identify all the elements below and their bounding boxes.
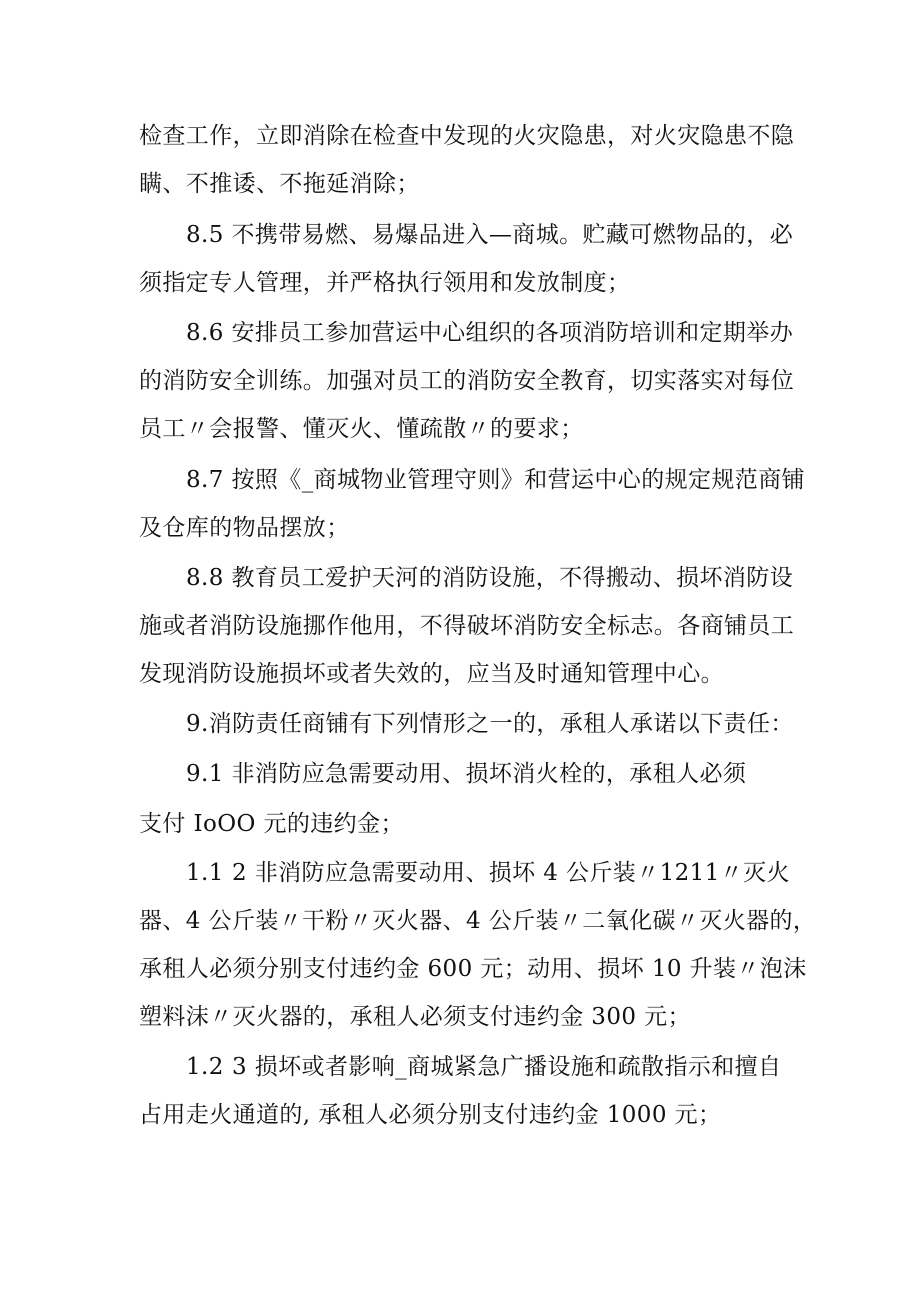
paragraph-line: 施或者消防设施挪作他用，不得破坏消防安全标志。各商铺员工	[139, 613, 795, 639]
clause-8-7-line: 8.7 按照《_商城物业管理守则》和营运中心的规定规范商铺	[186, 467, 805, 493]
clause-8-6-line: 8.6 安排员工参加营运中心组织的各项消防培训和定期举办	[186, 320, 794, 346]
paragraph-line: 须指定专人管理，并严格执行领用和发放制度；	[139, 270, 631, 296]
clause-number: 1.1	[186, 860, 224, 886]
paragraph-line: 员工〃会报警、懂灭火、懂疏散〃的要求；	[139, 416, 584, 442]
clause-number: 1.2	[186, 1054, 224, 1080]
clause-text: 3 损坏或者影响_商城紧急广播设施和疏散指示和擅自	[232, 1054, 782, 1080]
paragraph-line: 发现消防设施损坏或者失效的，应当及时通知管理中心。	[139, 661, 724, 687]
clause-8-5-line: 8.5 不携带易燃、易爆品进入—商城。贮藏可燃物品的，必	[186, 222, 794, 248]
paragraph-line: 的消防安全训练。加强对员工的消防安全教育，切实落实对每位	[139, 368, 795, 394]
paragraph-line: 瞒、不推诿、不拖延消除；	[139, 171, 420, 197]
clause-text: 2 非消防应急需要动用、损坏 4 公斤装〃1211〃灭火	[232, 860, 790, 886]
paragraph-line: 塑料沫〃灭火器的，承租人必须支付违约金 300 元；	[139, 1004, 691, 1030]
clause-9-line: 9.消防责任商铺有下列情形之一的，承租人承诺以下责任：	[186, 711, 794, 737]
paragraph-line: 支付 IoOO 元的违约金；	[139, 811, 404, 837]
paragraph-line: 承租人必须分别支付违约金 600 元；动用、损坏 10 升装〃泡沫	[139, 956, 807, 982]
clause-1-1-line	[186, 858, 790, 888]
paragraph-line: 检查工作，立即消除在检查中发现的火灾隐患，对火灾隐患不隐	[139, 123, 795, 149]
clause-1-2-line	[186, 1052, 781, 1082]
paragraph-line: 器、4 公斤装〃干粉〃灭火器、4 公斤装〃二氧化碳〃灭火器的，	[139, 908, 817, 934]
paragraph-line: 占用走火通道的, 承租人必须分别支付违约金 1000 元；	[139, 1102, 722, 1128]
clause-8-8-line: 8.8 教育员工爱护天河的消防设施，不得搬动、损坏消防设	[186, 565, 794, 591]
paragraph-line: 及仓库的物品摆放；	[139, 515, 350, 541]
clause-9-1-line: 9.1 非消防应急需要动用、损坏消火栓的，承租人必须	[186, 761, 747, 787]
